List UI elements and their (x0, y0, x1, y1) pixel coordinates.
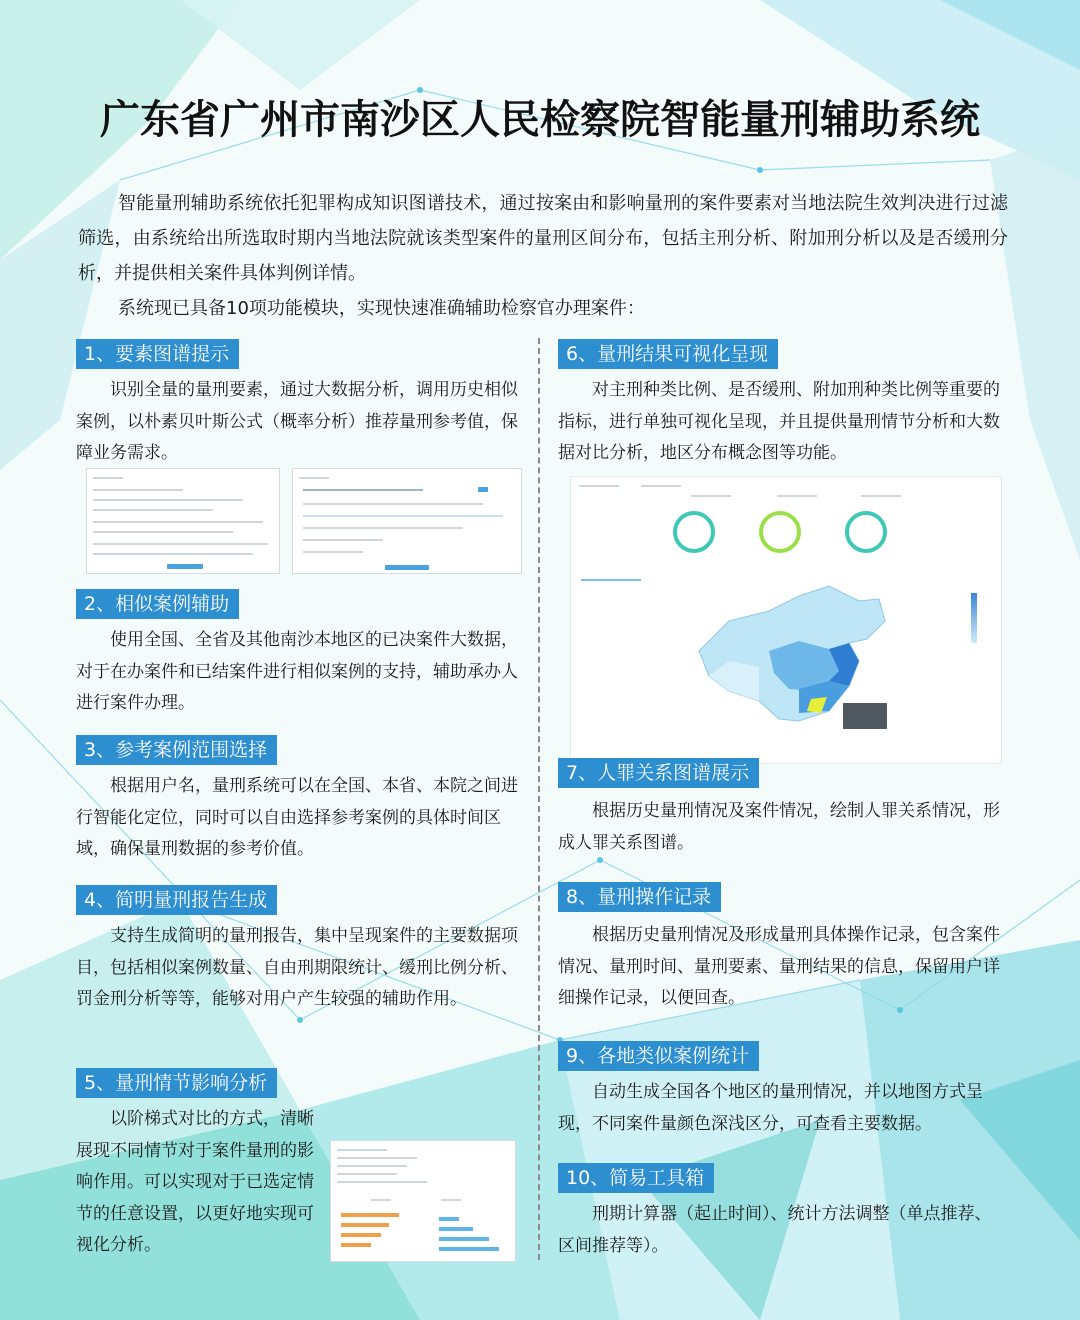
column-divider (538, 338, 540, 1260)
section-9 (558, 1041, 1005, 1140)
ratio-ring-chart (673, 511, 715, 553)
section-7-header: 7、人罪关系图谱展示 (558, 758, 759, 788)
ratio-ring-chart (759, 511, 801, 553)
impact-bar (341, 1243, 371, 1247)
section-3-body: 根据用户名，量刑系统可以在全国、本省、本院之间进行智能化定位，同时可以自由选择参考案例的具体时间区域，确保量刑数据的参考价值。 (76, 776, 518, 859)
section-7-body: 根据历史量刑情况及案件情况，绘制人罪关系情况，形成人罪关系图谱。 (558, 801, 1000, 853)
section-1-header: 1、要素图谱提示 (76, 339, 239, 369)
section-2 (76, 589, 521, 720)
element-prompt-screenshot-right (292, 468, 522, 574)
section-6-header: 6、量刑结果可视化呈现 (558, 339, 778, 369)
section-5-body: 以阶梯式对比的方式，清晰展现不同情节对于案件量刑的影响作用。可以实现对于已选定情节的任意设置，以更好地实现可视化分析。 (76, 1109, 314, 1255)
section-2-body: 使用全国、全省及其他南沙本地区的已决案件大数据，对于在办案件和已结案件进行相似案例的支持，辅助承办人进行案件办理。 (76, 630, 518, 713)
section-1-body: 识别全量的量刑要素，通过大数据分析，调用历史相似案例，以朴素贝叶斯公式（概率分析）推荐量刑参考值，保障业务需求。 (76, 380, 518, 463)
map-tooltip (843, 703, 887, 729)
impact-bar (439, 1227, 473, 1231)
section-3 (76, 735, 521, 866)
section-9-header: 9、各地类似案例统计 (558, 1041, 759, 1071)
ratio-ring-chart (845, 511, 887, 553)
visualization-screenshot (570, 476, 1002, 764)
impact-bar (439, 1247, 499, 1251)
section-9-body: 自动生成全国各个地区的量刑情况，并以地图方式呈现，不同案件量颜色深浅区分，可查看主要数据。 (558, 1082, 983, 1134)
section-5 (76, 1068, 326, 1262)
section-1 (76, 339, 521, 470)
section-5-header: 5、量刑情节影响分析 (76, 1068, 277, 1098)
section-10-body: 刑期计算器（起止时间）、统计方法调整（单点推荐、区间推荐等）。 (558, 1204, 992, 1256)
section-6-body: 对主刑种类比例、是否缓刑、附加刑种类比例等重要的指标，进行单独可视化呈现，并且提供量刑情节分析和大数据对比分析，地区分布概念图等功能。 (558, 380, 1000, 463)
section-10 (558, 1163, 1005, 1262)
impact-bar (341, 1233, 381, 1237)
impact-bar (439, 1237, 489, 1241)
section-3-header: 3、参考案例范围选择 (76, 735, 277, 765)
section-8 (558, 882, 1005, 1015)
section-10-header: 10、简易工具箱 (558, 1163, 714, 1193)
section-8-header: 8、量刑操作记录 (558, 882, 721, 912)
page-title: 广东省广州市南沙区人民检察院智能量刑辅助系统 (100, 97, 980, 143)
section-6 (558, 339, 1005, 470)
section-4-body: 支持生成简明的量刑报告，集中呈现案件的主要数据项目，包括相似案例数量、自由刑期限统计、缓刑比例分析、罚金刑分析等等，能够对用户产生较强的辅助作用。 (76, 926, 518, 1009)
section-7 (558, 758, 1005, 859)
section-8-body: 根据历史量刑情况及形成量刑具体操作记录，包含案件情况、量刑时间、量刑要素、量刑结果的信息，保留用户详细操作记录，以便回查。 (558, 925, 1000, 1008)
impact-bar (341, 1213, 399, 1217)
map-legend-gradient (971, 593, 977, 643)
section-2-header: 2、相似案例辅助 (76, 589, 239, 619)
element-prompt-screenshot-left (86, 468, 280, 574)
impact-bar (341, 1223, 389, 1227)
section-4-header: 4、简明量刑报告生成 (76, 885, 277, 915)
section-4 (76, 885, 521, 1016)
intro-modules-line: 系统现已具备10项功能模块，实现快速准确辅助检察官办理案件： (118, 298, 645, 319)
intro-paragraph: 智能量刑辅助系统依托犯罪构成知识图谱技术，通过按案由和影响量刑的案件要素对当地法院生效判决进行过滤筛选，由系统给出所选取时期内当地法院就该类型案件的量刑区间分布，包括主刑分析、附加刑分析以及是否缓刑分析，并提供相关案件具体判例详情。 (78, 193, 1008, 284)
impact-bar (439, 1217, 459, 1221)
plot-impact-screenshot (330, 1140, 516, 1262)
